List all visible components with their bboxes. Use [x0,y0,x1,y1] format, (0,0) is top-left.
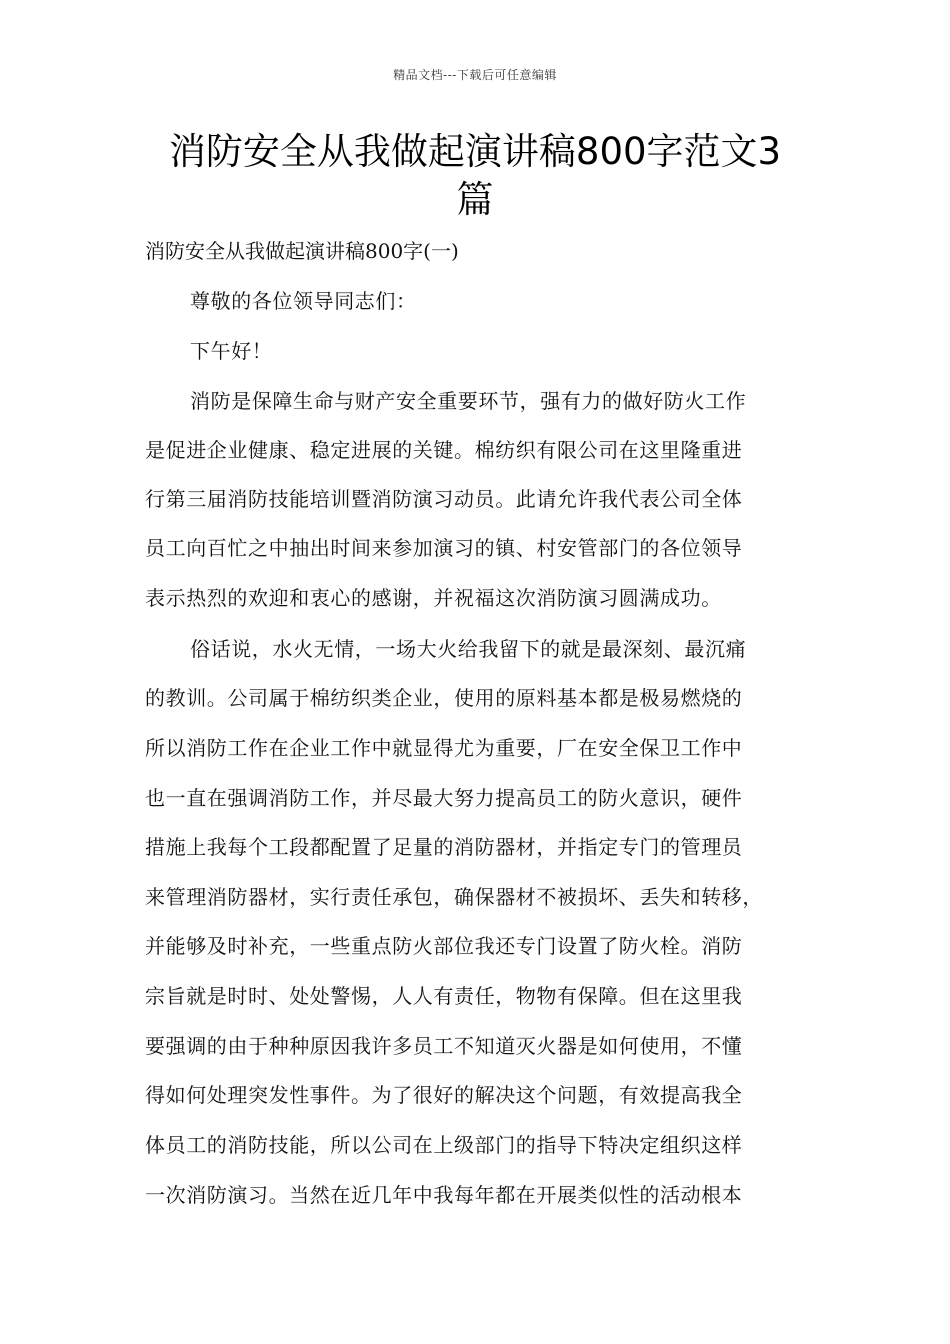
paragraph-1-line: 消防是保障生命与财产安全重要环节，强有力的做好防火工作 [190,389,747,413]
section-heading: 消防安全从我做起演讲稿800字(一) [145,239,459,263]
paragraph-2-line: 也一直在强调消防工作，并尽最大努力提高员工的防火意识，硬件 [145,786,743,810]
paragraph-2-line: 俗话说，水火无情，一场大火给我留下的就是最深刻、最沉痛 [190,637,747,661]
paragraph-2-line: 一次消防演习。当然在近几年中我每年都在开展类似性的活动根本 [145,1183,743,1207]
paragraph-1-line: 是促进企业健康、稳定进展的关键。棉纺织有限公司在这里隆重进 [145,438,743,462]
document-title-line-2: 篇 [456,178,494,221]
greeting: 下午好！ [190,339,273,363]
paragraph-1-line: 行第三届消防技能培训暨消防演习动员。此请允许我代表公司全体 [145,487,743,511]
paragraph-1-line: 表示热烈的欢迎和衷心的感谢，并祝福这次消防演习圆满成功。 [145,586,722,610]
salutation: 尊敬的各位领导同志们： [190,289,417,313]
paragraph-2-line: 措施上我每个工段都配置了足量的消防器材，并指定专门的管理员 [145,835,743,859]
paragraph-2-line: 要强调的由于种种原因我许多员工不知道灭火器是如何使用，不懂 [145,1034,743,1058]
paragraph-2-line: 并能够及时补充，一些重点防火部位我还专门设置了防火栓。消防 [145,934,743,958]
paragraph-2-line: 宗旨就是时时、处处警惕，人人有责任，物物有保障。但在这里我 [145,984,743,1008]
paragraph-2-line: 所以消防工作在企业工作中就显得尤为重要，厂在安全保卫工作中 [145,736,743,760]
page-header: 精品文档---下载后可任意编辑 [393,68,557,82]
document-title [140,128,810,224]
paragraph-2-line: 的教训。公司属于棉纺织类企业，使用的原料基本都是极易燃烧的 [145,686,743,710]
paragraph-2-line: 体员工的消防技能，所以公司在上级部门的指导下特决定组织这样 [145,1133,743,1157]
paragraph-2-line: 来管理消防器材，实行责任承包，确保器材不被损坏、丢失和转移， [145,885,763,909]
paragraph-1-line: 员工向百忙之中抽出时间来参加演习的镇、村安管部门的各位领导 [145,536,743,560]
paragraph-2-line: 得如何处理突发性事件。为了很好的解决这个问题，有效提高我全 [145,1083,743,1107]
document-title-line-1: 消防安全从我做起演讲稿800字范文3 [168,130,782,173]
